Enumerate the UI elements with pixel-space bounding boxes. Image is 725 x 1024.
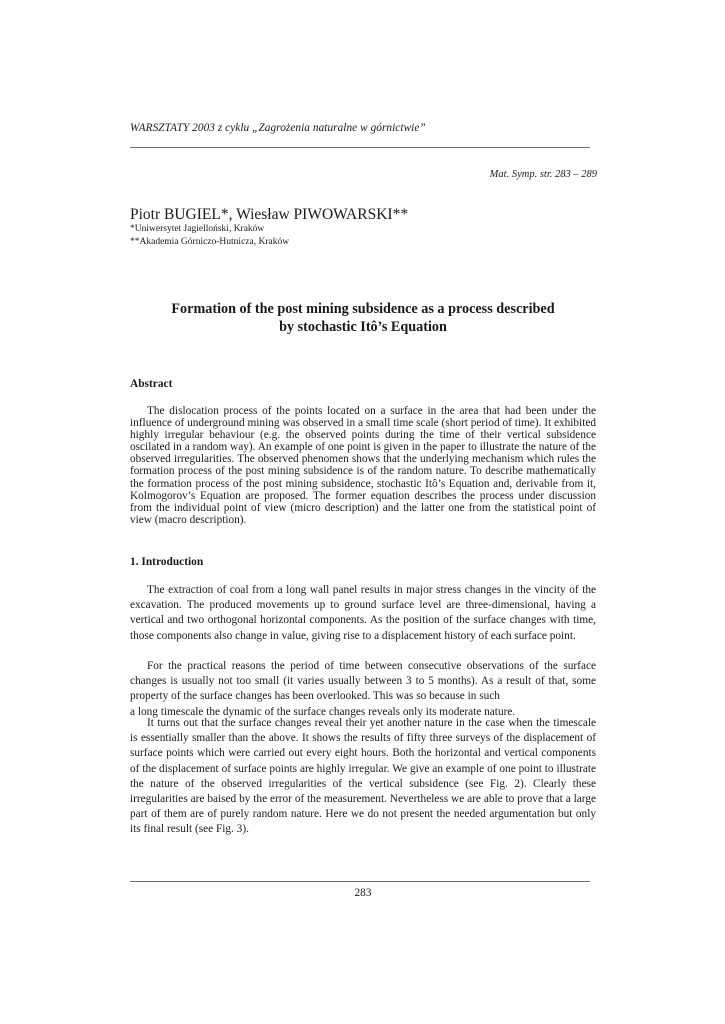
affiliation-2: **Akademia Górniczo-Hutnicza, Kraków <box>130 237 290 247</box>
abstract-heading: Abstract <box>130 378 173 390</box>
page-number: 283 <box>354 887 372 899</box>
introduction-paragraph-2-part1: For the practical reasons the period of time between consecutive observations of the surface changes is usually not too small (it varies usually between 3 to 5 months). As a result of that, some property of the surface changes has been overlooked. This was so because in such <box>130 660 596 703</box>
abstract-text: The dislocation process of the points located on a surface in the area that had been under the influence of underground mining was observed in a small time scale (short period of time). It exhibited highly irregular behaviour (e.g. the observed points during the time of their vertical subsidence oscilated in a random way). An example of one point is given in the paper to illustrate the nature of the observed irregularities. The observed phenomen shows that the underlying mechanism which rules the formation process of the post mining subsidence is of the random nature. To describe mathematically the formation process of the post mining subsidence, stochastic Itô’s Equation and, derivable from it, Kolmogorov’s Equation are proposed. The former equation describes the process under discussion from the individual point of view (micro description) and the latter one from the statistical point of view (macro description). <box>130 405 596 526</box>
journal-header: WARSZTATY 2003 z cyklu „Zagrożenia naturalne w górnictwie” <box>130 122 426 134</box>
header-divider <box>130 147 590 148</box>
paper-title-line1: Formation of the post mining subsidence as a process described <box>171 301 555 317</box>
paper-title-line2: by stochastic Itô’s Equation <box>279 319 447 336</box>
introduction-paragraph-1: The extraction of coal from a long wall panel results in major stress changes in the vincity of the excavation. The produced movements up to ground surface level are three-dimensional, having a vertical and two orthogonal horizontal components. As the position of the surface changes with time, those components also change in value, giving rise to a displacement history of each surface point. <box>130 584 596 642</box>
introduction-paragraph-2 <box>130 659 596 720</box>
introduction-paragraph-2-part2: a long timescale the dynamic of the surface changes reveals only its moderate nature. <box>130 705 516 718</box>
page-reference: Mat. Symp. str. 283 – 289 <box>489 169 597 180</box>
paper-title <box>130 300 596 337</box>
footer-divider <box>130 881 590 882</box>
introduction-heading: 1. Introduction <box>130 556 204 568</box>
introduction-paragraph-3: It turns out that the surface changes reveal their yet another nature in the case when the timescale is essentially smaller than the above. It shows the results of fifty three surveys of the displacement of surface points which were carried out every eight hours. Both the horizontal and vertical components of the displacement of surface points are highly irregular. We give an example of one point to illustrate the nature of the observed irregularities of the vertical subsidence (see Fig. 2). Clearly these irregularities are baised by the error of the measurement. Nevertheless we are able to prove that a large part of them are of purely random nature. Here we do not present the needed argumentation but only its final result (see Fig. 3). <box>130 717 596 836</box>
affiliation-1: *Uniwersytet Jagielloński, Kraków <box>130 224 265 234</box>
author-names: Piotr BUGIEL*, Wiesław PIWOWARSKI** <box>130 206 409 223</box>
